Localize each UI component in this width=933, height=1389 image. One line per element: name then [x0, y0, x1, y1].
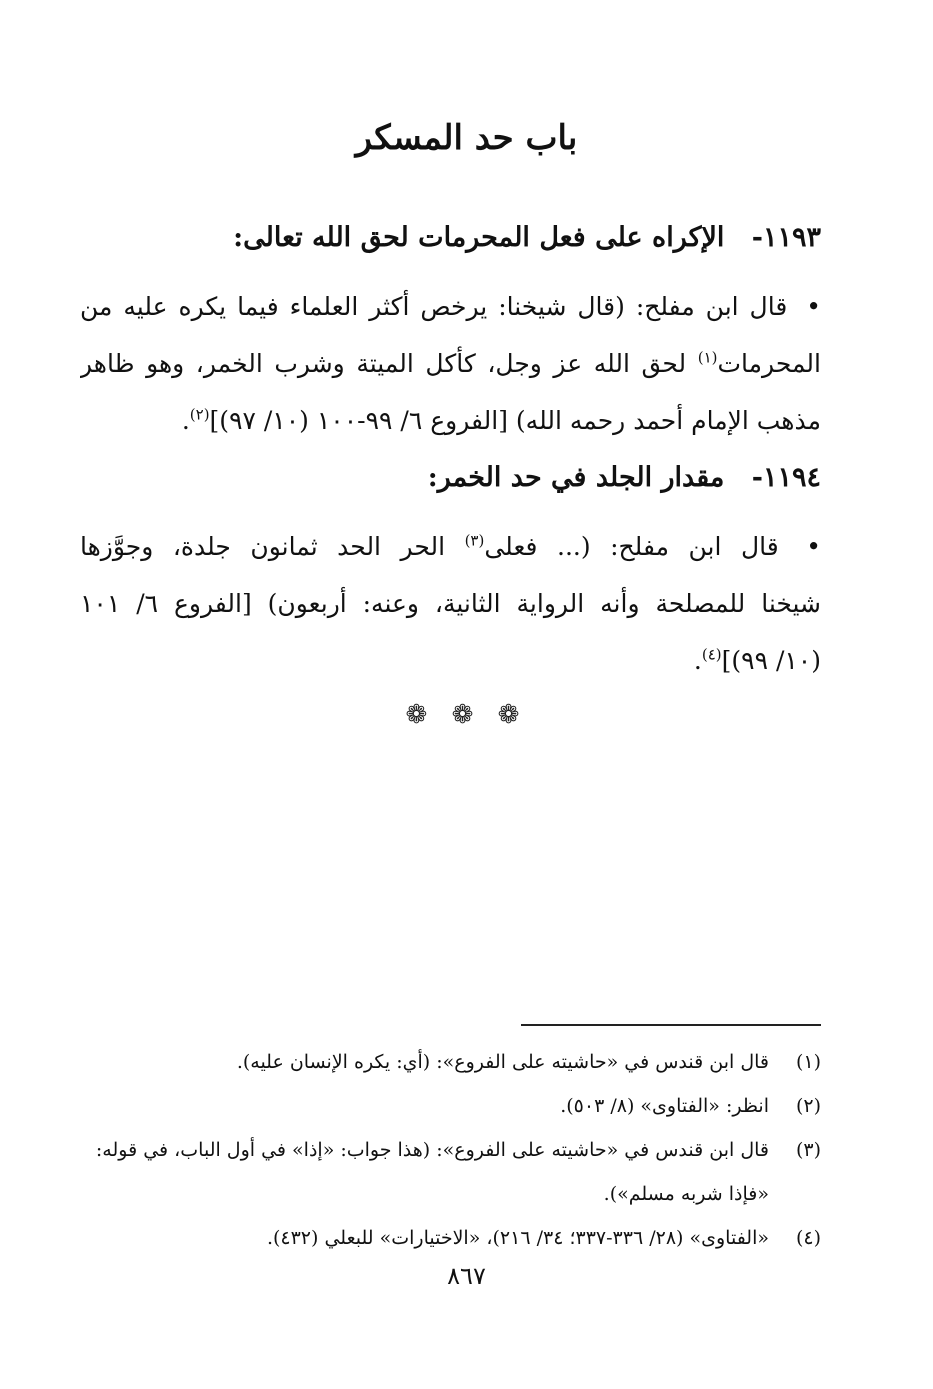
chapter-title: باب حد المسكر: [355, 118, 578, 158]
footnote-number: (٢): [795, 1095, 821, 1117]
footnote-number: (٣): [795, 1139, 821, 1161]
section-divider-ornament: ❁ ❁ ❁: [405, 700, 528, 730]
footnote-item: [80, 1216, 821, 1260]
paragraph-text: قال ابن مفلح: (قال شيخنا: يرخص أكثر العلماء فيما يكره عليه من: [80, 292, 788, 321]
paragraph-line: [80, 278, 821, 335]
bullet-icon: •: [806, 292, 821, 321]
paragraph-text: .: [181, 406, 190, 435]
section-title: مقدار الجلد في حد الخمر:: [427, 462, 725, 493]
footnote-ref[interactable]: (٣): [464, 531, 485, 550]
footnote-text: قال ابن قندس في «حاشيته على الفروع»: (هذا جواب: «إذا» في أول الباب، في قوله: «فإذا شربه مسلم»).: [95, 1139, 769, 1205]
footnote-text: قال ابن قندس في «حاشيته على الفروع»: (أي: يكره الإنسان عليه).: [236, 1051, 769, 1073]
paragraph-text: مذهب الإمام أحمد رحمه الله) [الفروع ٦/ ٩٩-١٠٠ (١٠/ ٩٧)]: [209, 406, 821, 435]
footnote-text: انظر: «الفتاوى» (٨/ ٥٠٣).: [560, 1095, 769, 1117]
footnote-ref[interactable]: (٢): [189, 405, 210, 424]
paragraph-text: (١٠/ ٩٩)]: [721, 646, 821, 675]
paragraph-line: [80, 575, 821, 632]
section-title: الإكراه على فعل المحرمات لحق الله تعالى:: [233, 222, 725, 253]
page-number: ٨٦٧: [447, 1262, 486, 1290]
paragraph-line: [80, 335, 821, 392]
footnote-divider: [521, 1024, 821, 1026]
footnote-ref[interactable]: (٤): [701, 645, 722, 664]
section-paragraph-1194: [80, 518, 821, 689]
footnote-item: [80, 1128, 821, 1216]
bullet-icon: •: [806, 532, 821, 561]
paragraph-text: المحرمات: [717, 349, 821, 378]
section-heading-1193: [80, 222, 821, 253]
footnote-number: (٤): [795, 1227, 821, 1249]
section-paragraph-1193: [80, 278, 821, 449]
paragraph-text: شيخنا للمصلحة وأنه الرواية الثانية، وعنه: أربعون) [الفروع ٦/ ١٠١: [80, 589, 821, 618]
section-number: ١١٩٤-: [751, 462, 821, 493]
paragraph-text: .: [693, 646, 702, 675]
footnote-number: (١): [795, 1051, 821, 1073]
paragraph-line: [80, 518, 821, 575]
paragraph-text: لحق الله عز وجل، كأكل الميتة وشرب الخمر، وهو ظاهر: [80, 349, 687, 378]
footnotes-list: [80, 1040, 821, 1260]
paragraph-text: قال ابن مفلح: (... فعلى: [484, 532, 779, 561]
footnote-text: «الفتاوى» (٢٨/ ٣٣٦-٣٣٧؛ ٣٤/ ٢١٦)، «الاختيارات» للبعلي (٤٣٢).: [266, 1227, 769, 1249]
section-heading-1194: [80, 462, 821, 493]
footnote-item: [80, 1040, 821, 1084]
paragraph-text: الحر الحد ثمانون جلدة، وجوَّزها: [80, 532, 446, 561]
footnote-ref[interactable]: (١): [697, 348, 718, 367]
section-number: ١١٩٣-: [751, 222, 821, 253]
footnote-item: [80, 1084, 821, 1128]
paragraph-line: [80, 632, 821, 689]
paragraph-line: [80, 392, 821, 449]
